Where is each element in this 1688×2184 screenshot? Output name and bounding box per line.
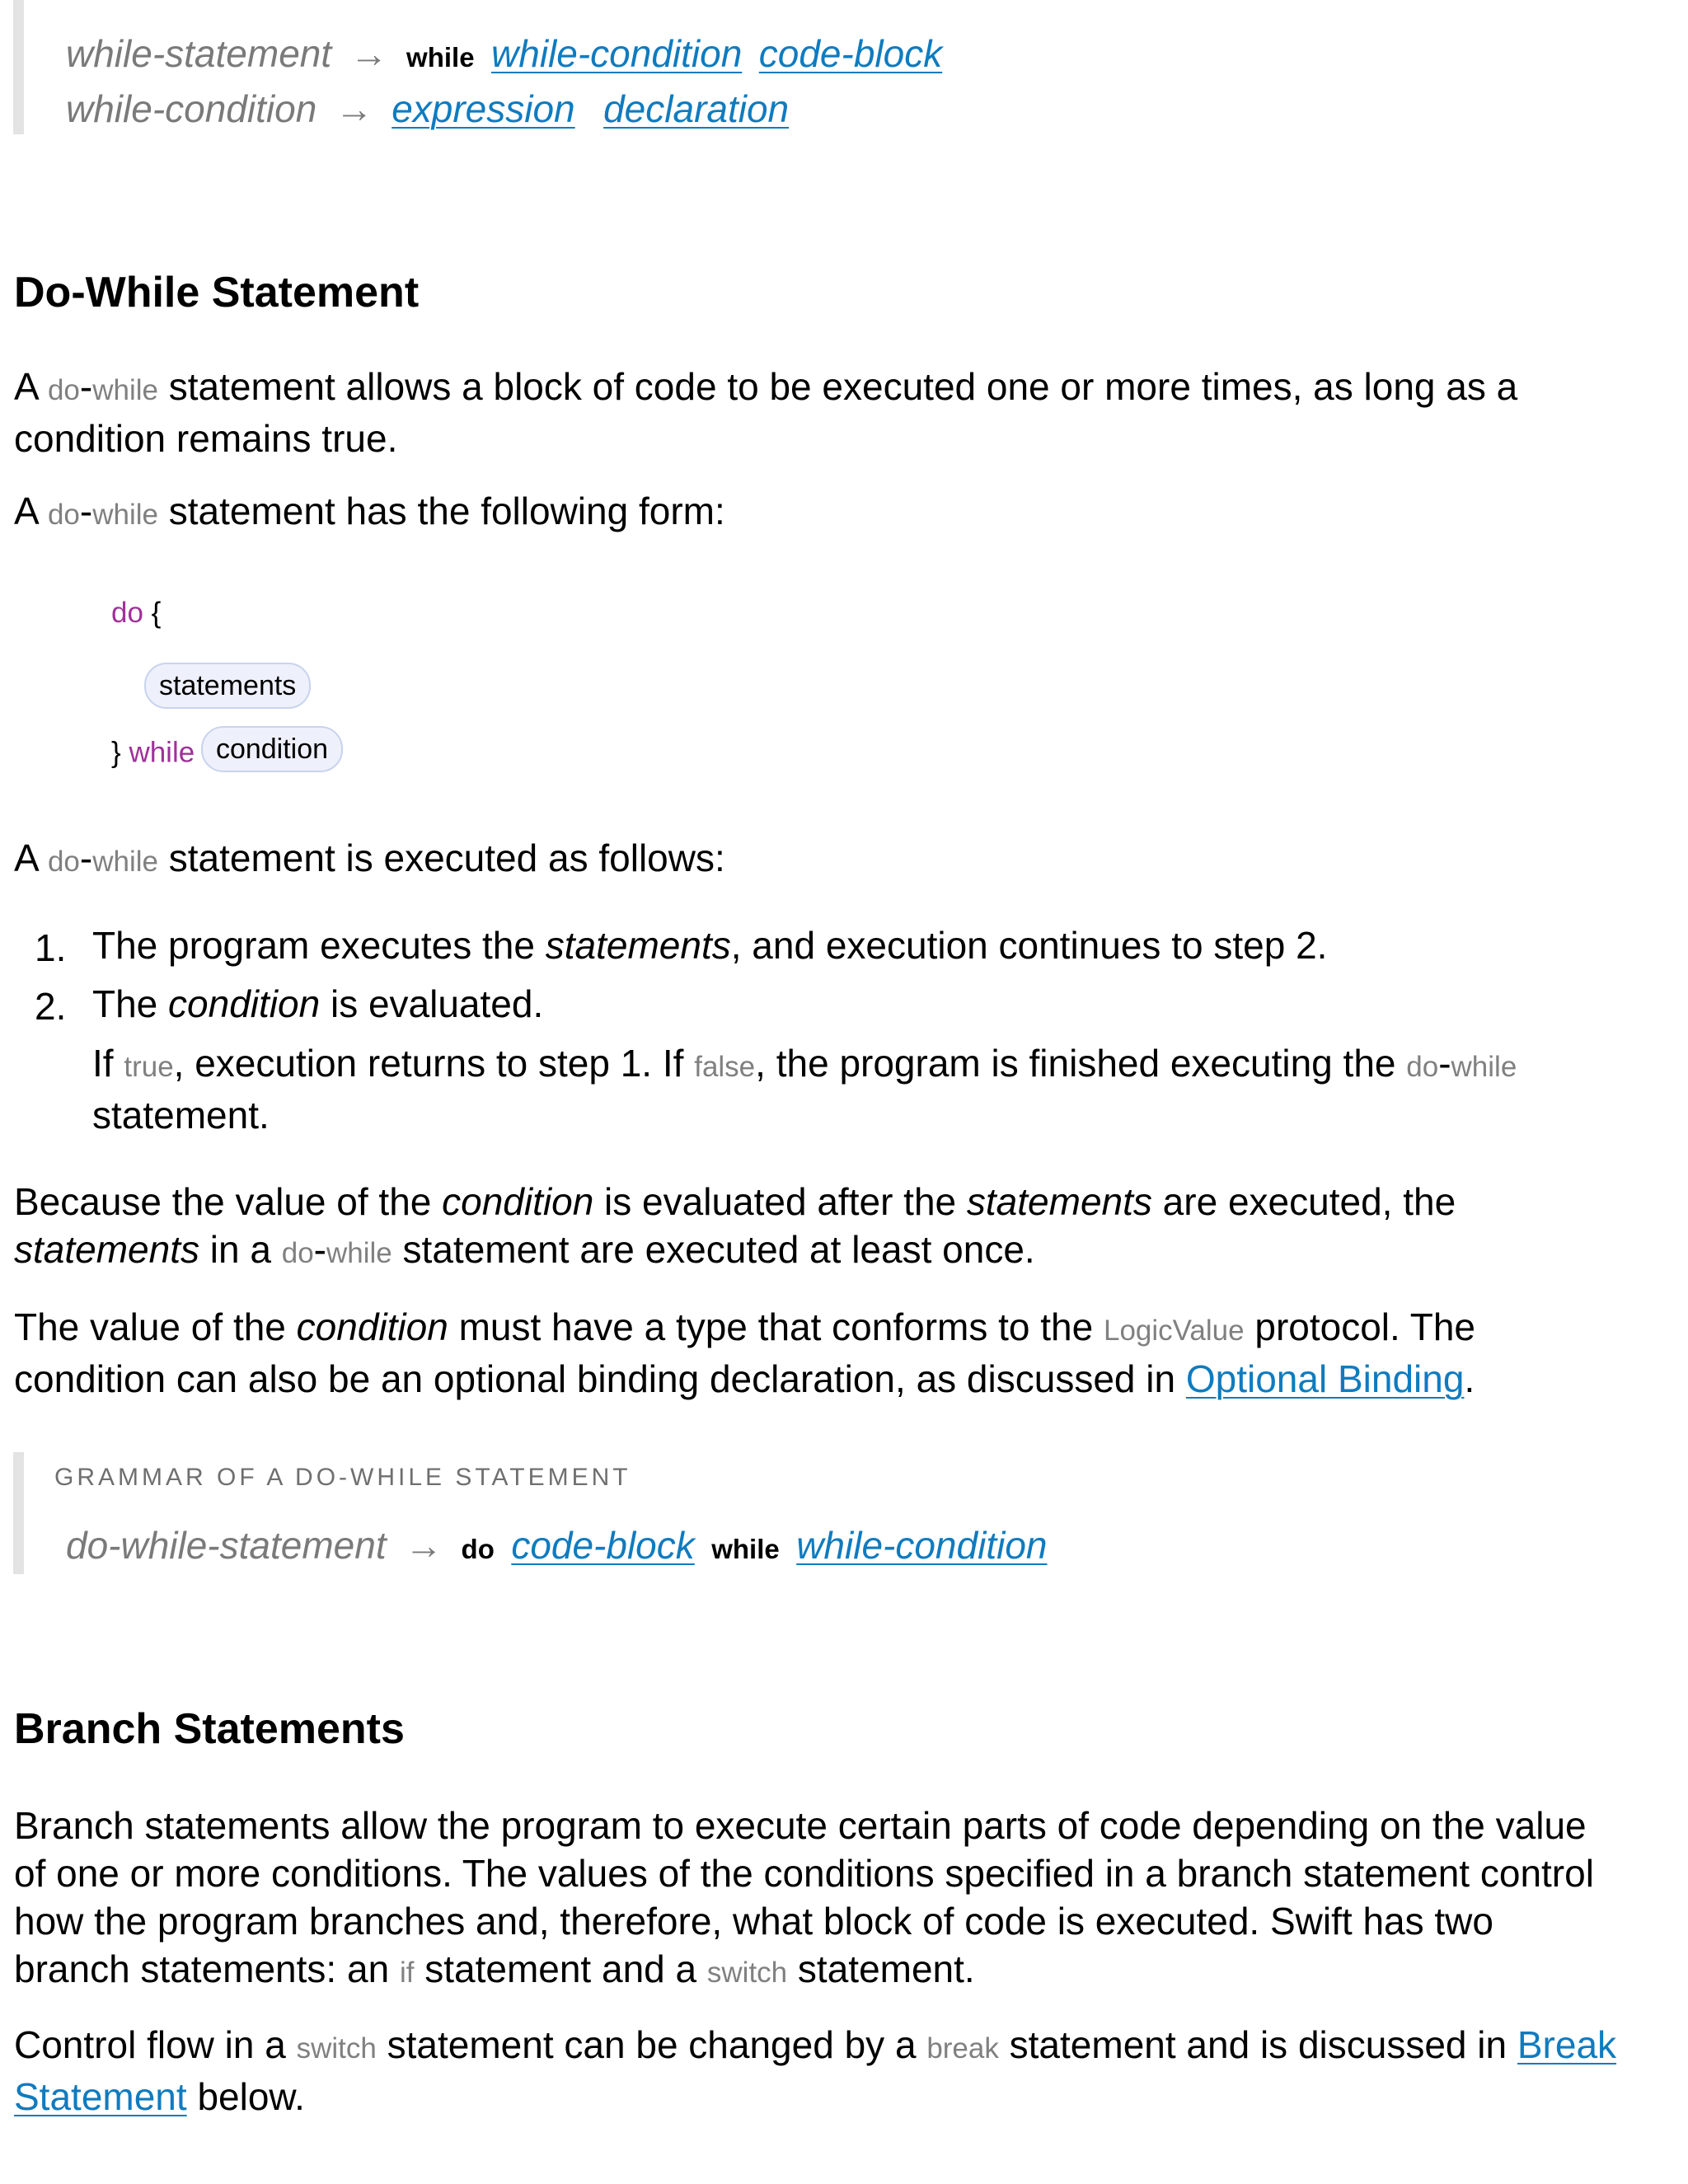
code-break: break: [926, 2032, 999, 2064]
text: -: [313, 1228, 326, 1271]
link-optional-binding[interactable]: Optional Binding: [1185, 1357, 1465, 1400]
text: A: [14, 365, 48, 408]
paragraph-line: Branch statements allow the program to execute certain parts of code depending on the value: [14, 1804, 1587, 1847]
paragraph-line: condition remains true.: [14, 417, 398, 460]
text: A: [14, 837, 48, 879]
text: below.: [186, 2075, 305, 2118]
grammar-title: GRAMMAR OF A DO-WHILE STATEMENT: [54, 1464, 631, 1491]
placeholder-statements: statements: [144, 663, 311, 709]
paragraph-line: [14, 1303, 1475, 1355]
paragraph-line: [14, 1178, 1456, 1226]
literal-do: do: [461, 1534, 495, 1564]
emphasis: statements: [966, 1180, 1152, 1223]
code-switch: switch: [706, 1957, 788, 1989]
paragraph-control-flow: [14, 2021, 1616, 2121]
paragraph-logicvalue: [14, 1303, 1475, 1403]
keyword-while: while: [129, 736, 195, 769]
keyword-do: do: [111, 597, 143, 629]
text: .: [1464, 1357, 1475, 1400]
production-name: while-condition: [66, 87, 317, 130]
link-code-block[interactable]: code-block: [511, 1524, 695, 1567]
list-item-step-1: [92, 921, 1327, 969]
code-line-while: [111, 733, 343, 772]
text: -: [79, 837, 93, 879]
list-item-step-2-detail: [92, 1039, 1517, 1139]
text: are executed, the: [1151, 1180, 1456, 1223]
code-do: do: [47, 499, 80, 531]
grammar-row-while-condition: [66, 87, 789, 131]
code-switch: switch: [296, 2032, 377, 2064]
text: protocol. The: [1244, 1305, 1476, 1348]
paragraph-line: statement.: [92, 1094, 270, 1137]
link-expression[interactable]: expression: [392, 87, 575, 130]
paragraph-line: [92, 1039, 1517, 1091]
production-name: while-statement: [66, 32, 332, 75]
paragraph-do-while-intro: [14, 363, 1517, 462]
code-while: while: [92, 499, 158, 531]
text: , and execution continues to step 2.: [730, 924, 1328, 967]
list-item-number: 1.: [35, 926, 67, 969]
grammar-row-do-while-statement: [66, 1523, 1047, 1568]
text: condition can also be an optional binding declaration, as discussed in: [14, 1357, 1186, 1400]
emphasis: condition: [442, 1180, 594, 1223]
section-heading-branch: Branch Statements: [14, 1705, 405, 1753]
text: , the program is finished executing the: [755, 1042, 1407, 1085]
code-do: do: [47, 846, 80, 878]
text: A: [14, 490, 48, 532]
paragraph-line: how the program branches and, therefore, what block of code is executed. Swift has two: [14, 1900, 1493, 1943]
list-item-step-2: [92, 980, 543, 1028]
text: is evaluated.: [320, 982, 544, 1025]
section-heading-do-while: Do-While Statement: [14, 269, 420, 316]
link-break-statement[interactable]: Statement: [14, 2075, 187, 2118]
code-do: do: [47, 374, 80, 406]
link-code-block[interactable]: code-block: [758, 32, 943, 75]
text: The program executes the: [92, 924, 546, 967]
code-do: do: [281, 1237, 314, 1269]
paragraph-line: [14, 1355, 1475, 1403]
code-while: while: [326, 1237, 392, 1269]
grammar-block-bar: [13, 0, 24, 134]
text: , execution returns to step 1. If: [173, 1042, 695, 1085]
paragraph-line: of one or more conditions. The values of the conditions specified in a branch statement control: [14, 1852, 1594, 1895]
emphasis: statements: [14, 1228, 199, 1271]
paragraph-branch-intro: [14, 1802, 1594, 1997]
code-while: while: [92, 846, 158, 878]
link-break-statement[interactable]: Break: [1517, 2023, 1617, 2066]
text: statement allows a block of code to be executed one or more times, as long as a: [157, 365, 1518, 408]
emphasis: statements: [545, 924, 731, 967]
arrow-glyph: →: [335, 87, 373, 130]
text: statement is executed as follows:: [157, 837, 725, 879]
text: statement and is discussed in: [998, 2023, 1517, 2066]
text: -: [1438, 1042, 1451, 1085]
grammar-block-bar: [13, 1452, 24, 1574]
paragraph-line: [14, 1226, 1456, 1277]
placeholder-condition: condition: [201, 726, 343, 772]
code-while: while: [1451, 1051, 1517, 1083]
list-item-number: 2.: [35, 985, 67, 1028]
text: -: [79, 490, 93, 532]
text: Control flow in a: [14, 2023, 297, 2066]
arrow-glyph: →: [349, 32, 388, 75]
code-do: do: [1406, 1051, 1439, 1083]
text: statement can be changed by a: [376, 2023, 927, 2066]
text: statement are executed at least once.: [392, 1228, 1035, 1271]
paragraph-form: [14, 487, 725, 539]
paragraph-line: [14, 1945, 1594, 1997]
text: must have a type that conforms to the: [448, 1305, 1104, 1348]
paragraph-line: [14, 2021, 1616, 2073]
link-while-condition[interactable]: while-condition: [491, 32, 743, 75]
paragraph-line: [14, 2073, 1616, 2121]
arrow-glyph: →: [405, 1524, 443, 1567]
text: statement.: [787, 1947, 975, 1990]
text: The value of the: [14, 1305, 297, 1348]
code-line-do: [111, 597, 161, 630]
code-true: true: [124, 1051, 174, 1083]
text: statement and a: [414, 1947, 707, 1990]
paragraph-at-least-once: [14, 1178, 1456, 1277]
text: -: [79, 365, 93, 408]
text: Because the value of the: [14, 1180, 443, 1223]
text: statement has the following form:: [157, 490, 725, 532]
code-if: if: [399, 1957, 415, 1989]
link-declaration[interactable]: declaration: [603, 87, 790, 130]
link-while-condition[interactable]: while-condition: [796, 1524, 1048, 1567]
code-line-statements: [144, 663, 311, 709]
paragraph-line: [14, 363, 1517, 415]
text: in a: [199, 1228, 282, 1271]
brace-open: {: [143, 597, 162, 629]
code-false: false: [694, 1051, 756, 1083]
emphasis: condition: [168, 982, 321, 1025]
production-name: do-while-statement: [66, 1524, 387, 1567]
code-while: while: [92, 374, 158, 406]
text: The: [92, 982, 169, 1025]
emphasis: condition: [296, 1305, 448, 1348]
paragraph-executed-as: [14, 834, 725, 886]
code-logicvalue: LogicValue: [1104, 1315, 1245, 1347]
literal-while: while: [711, 1534, 780, 1564]
brace-close: }: [111, 736, 121, 769]
text: is evaluated after the: [593, 1180, 967, 1223]
literal-while: while: [406, 42, 475, 73]
grammar-row-while-statement: [66, 31, 942, 76]
text: If: [92, 1042, 124, 1085]
text: branch statements: an: [14, 1947, 400, 1990]
